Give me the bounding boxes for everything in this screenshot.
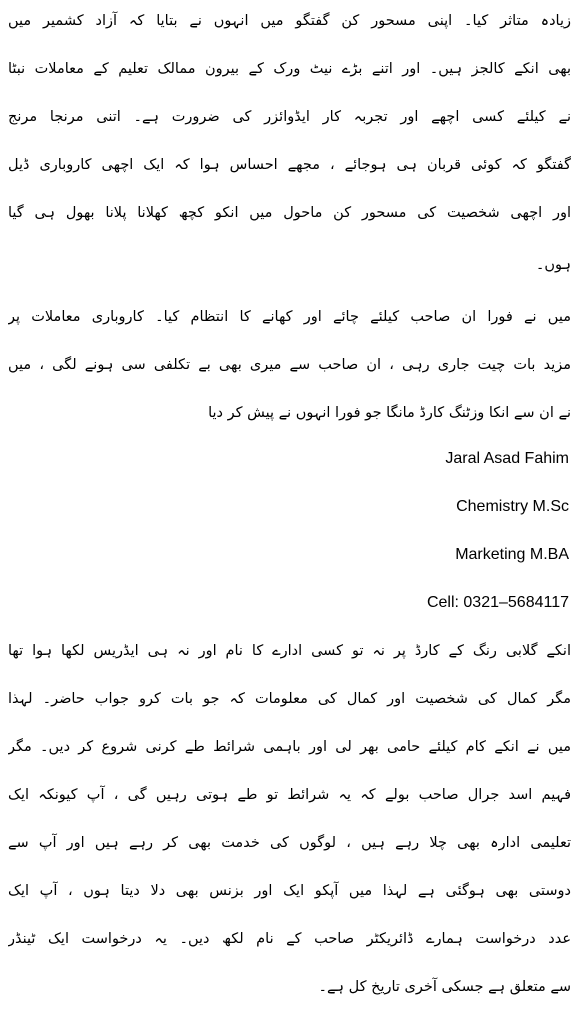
paragraph-1-line-1: زیادہ متاثر کیا۔ اپنی مسحور کن گفتگو میں انہوں نے بتایا کہ آزاد کشمیر میں	[8, 13, 571, 29]
paragraph-3-line-7: عدد درخواست ہمارے ڈائریکٹر صاحب کے نام لکھ دیں۔ یہ درخواست ایک ٹینڈر	[8, 931, 571, 947]
paragraph-1-line-4: گفتگو کہ کوئی قربان ہی ہوجائے ، مجھے احساس ہوا کہ ایک اچھی کاروباری ڈیل	[8, 157, 571, 173]
paragraph-3-line-6: دوستی بھی ہوگئی ہے لہذا میں آپکو ایک اور بزنس بھی دلا دیتا ہوں ، آپ ایک	[8, 883, 571, 899]
paragraph-1-line-5: اور اچھی شخصیت کی مسحور کن ماحول میں انکو کچھ کھلانا پلانا بھول ہی گیا	[8, 205, 571, 221]
paragraph-3-line-8: سے متعلق ہے جسکی آخری تاریخ کل ہے۔	[318, 979, 571, 995]
paragraph-1-line-3: نے کیلئے کسی اچھے اور تجربہ کار ایڈوائزر کی ضرورت ہے۔ اتنی مرنجا مرنج	[8, 109, 571, 125]
paragraph-2-line-2: مزید بات چیت جاری رہی ، ان صاحب سے میری بھی بے تکلفی سی ہونے لگی ، میں	[8, 357, 571, 373]
paragraph-3-line-2: مگر کمال کی شخصیت اور کمال کی معلومات کہ جو بات کرو جواب حاضر۔ لہذا	[8, 691, 571, 707]
paragraph-2-line-1: میں نے فورا ان صاحب کیلئے چائے اور کھانے کا انتظام کیا۔ کاروباری معاملات پر	[8, 309, 571, 325]
paragraph-1-line-6: ہوں۔	[535, 257, 571, 273]
paragraph-2-line-3: نے ان سے انکا وزٹنگ کارڈ مانگا جو فورا انہوں نے پیش کر دیا	[208, 405, 571, 421]
paragraph-3-line-5: تعلیمی ادارہ بھی چلا رہے ہیں ، لوگوں کی خدمت بھی کر رہے ہیں اور آپ سے	[8, 835, 571, 851]
card-qualification: Chemistry M.Sc	[456, 498, 569, 515]
paragraph-1-line-2: بھی انکے کالجز ہیں۔ اور اتنے بڑے نیٹ ورک کے بیرون ممالک تعلیم کے معاملات نبٹا	[8, 61, 571, 77]
card-name: Jaral Asad Fahim	[445, 450, 569, 467]
paragraph-3-line-3: میں نے انکے کام کیلئے حامی بھر لی اور باہمی شرائط طے کرنی شروع کر دیں۔ مگر	[8, 739, 571, 755]
paragraph-3-line-1: انکے گلابی رنگ کے کارڈ پر نہ تو کسی ادارے کا نام اور نہ ہی ایڈریس لکھا ہوا تھا	[8, 643, 571, 659]
paragraph-3-line-4: فہیم اسد جرال صاحب بولے کہ یہ شرائط تو طے ہوتی رہیں گی ، آپ کیونکہ ایک	[8, 787, 571, 803]
card-cell: Cell: 0321–5684117	[426, 594, 569, 611]
card-degree: Marketing M.BA	[455, 546, 569, 563]
